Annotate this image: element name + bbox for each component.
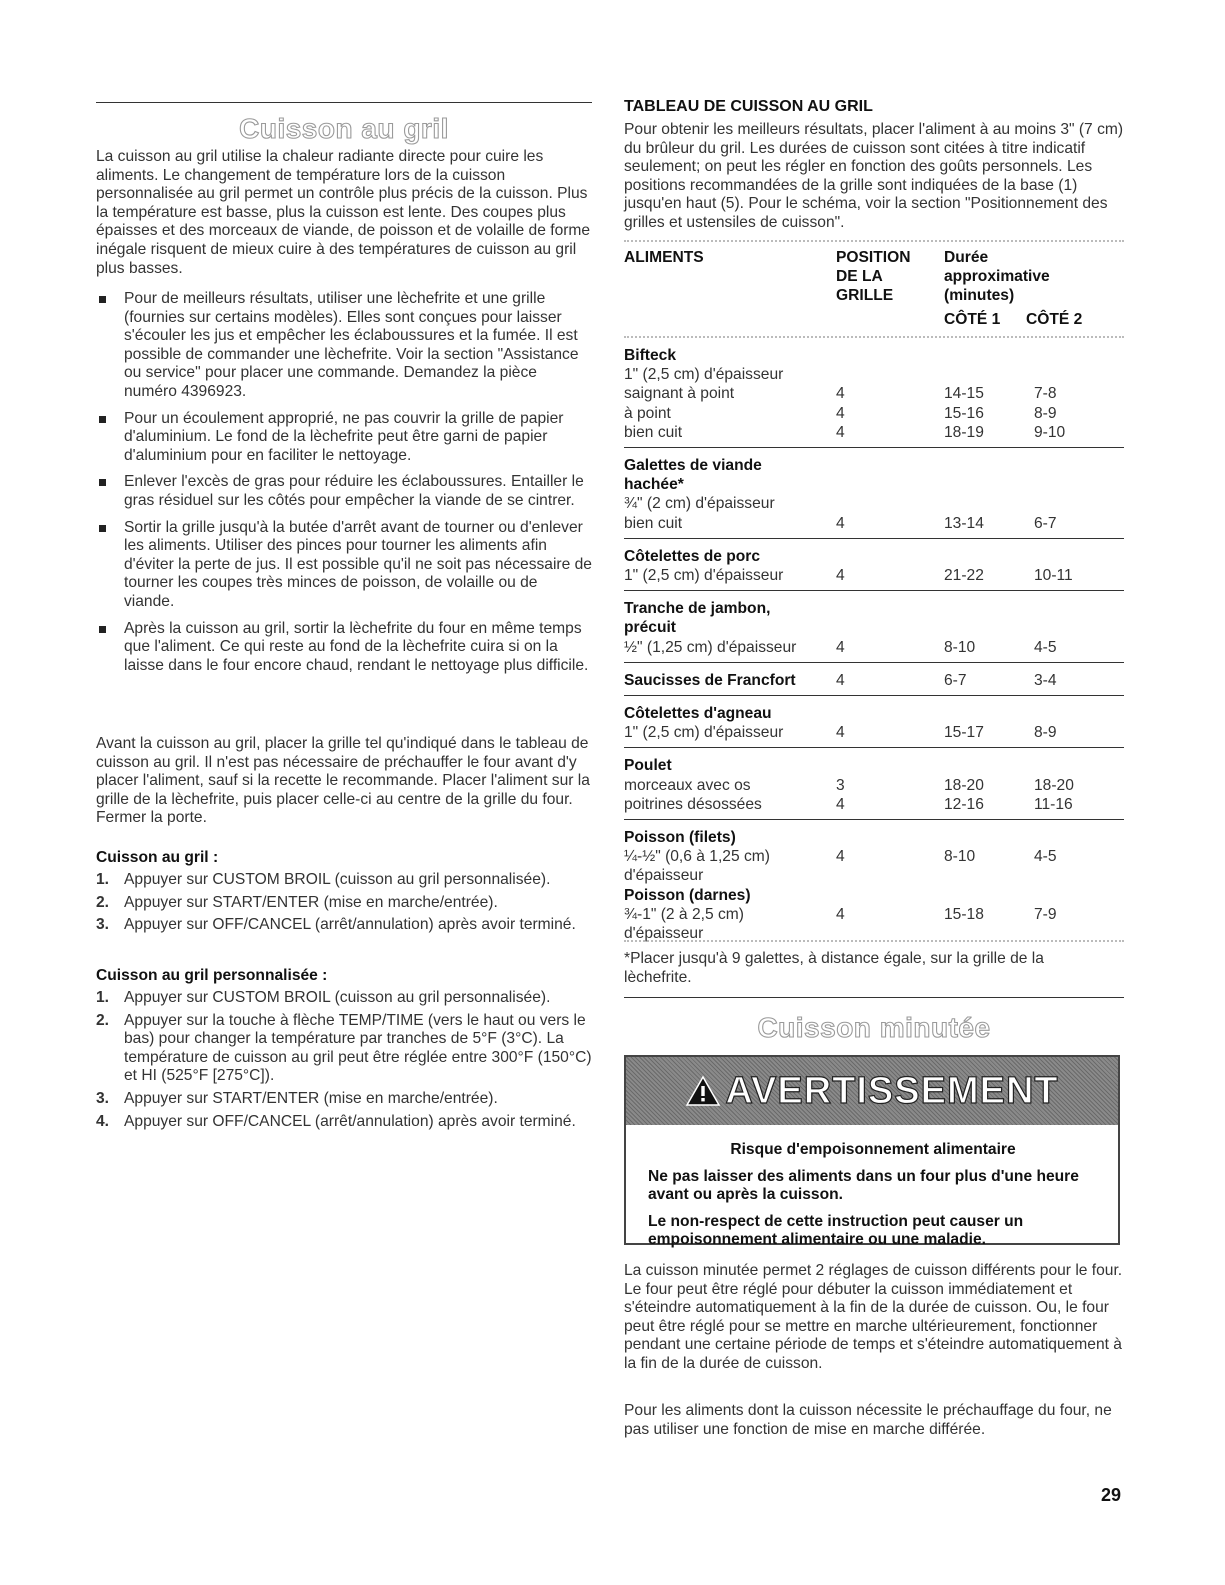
table-row: [624, 671, 1124, 690]
food-detail: 1" (2,5 cm) d'épaisseur: [624, 567, 784, 584]
row-divider: [624, 447, 1124, 448]
header-duree: [944, 248, 1050, 305]
side2-time-cell: 8-9: [1034, 724, 1057, 742]
side2-time-cell: 6-7: [1034, 514, 1057, 532]
side1-time-cell: 15-17: [944, 724, 984, 742]
top-rule: [96, 102, 592, 103]
step-number: 1.: [96, 989, 110, 1006]
timed-para-2: Pour les aliments dont la cuisson nécessite le préchauffage du four, ne pas utiliser une fonction de mise en marche différée.: [624, 1402, 1112, 1438]
list-item: [96, 1090, 592, 1109]
warning-box: [624, 1055, 1120, 1249]
side1-time-cell: 18-19: [944, 423, 984, 441]
broil-steps-heading: Cuisson au gril :: [96, 849, 219, 866]
side2-time-cell: 3-4: [1034, 671, 1057, 689]
side2-time-cell: 9-10: [1034, 423, 1066, 441]
rack-position-cell: 4: [836, 514, 845, 532]
row-divider: [624, 747, 1124, 748]
broil-steps-list: [96, 871, 592, 935]
food-name: Poisson (darnes): [624, 886, 751, 904]
custom-broil-heading: Cuisson au gril personnalisée :: [96, 967, 328, 984]
step-number: 4.: [96, 1112, 110, 1130]
side1-time-cell: 14-15: [944, 385, 984, 403]
warning-line: Le non-respect de cette instruction peut causer un empoisonnement alimentaire ou une maladie.: [648, 1212, 1024, 1249]
list-item: [96, 1113, 592, 1132]
step-text: Appuyer sur CUSTOM BROIL (cuisson au gril personnalisée).: [124, 989, 551, 1006]
timed-para-1: La cuisson minutée permet 2 réglages de cuisson différents pour le four. Le four peut être réglé pour débuter la cuisson immédiatement et s'éteindre automatiquement à la fin de la durée de cuisson. Ou, le four peut être réglé pour se mettre en marche ultérieurement, fonctionner pendant une certaine période de temps et s'éteindre automatiquement à la fin de la durée de cuisson.: [624, 1262, 1123, 1372]
step-text: Appuyer sur CUSTOM BROIL (cuisson au gril personnalisée).: [124, 871, 551, 888]
table-bottom-border: [624, 940, 1124, 942]
side1-time-cell: 8-10: [944, 638, 976, 656]
table-row: [624, 475, 1124, 494]
food-detail: d'épaisseur: [624, 925, 704, 942]
step-text: Appuyer sur START/ENTER (mise en marche/entrée).: [124, 1089, 498, 1107]
list-item: Pour un écoulement approprié, ne pas couvrir la grille de papier d'aluminium. Le fond de la lèchefrite peut être garni de papier d'aluminium pour en faciliter le nettoyage.: [96, 410, 592, 466]
table-row: [624, 638, 1124, 657]
header-line: GRILLE: [836, 287, 894, 304]
food-detail: d'épaisseur: [624, 867, 704, 885]
table-row: [624, 514, 1124, 533]
header-line: DE LA: [836, 268, 883, 285]
food-detail: saignant à point: [624, 385, 735, 403]
table-row: [624, 547, 1124, 566]
list-item: Après la cuisson au gril, sortir la lèchefrite du four en même temps que l'aliment. Ce qui reste au fond de la lèchefrite cuira si on la laisse dans le four encore chaud, rendant le nettoyage plus difficile.: [96, 620, 592, 676]
header-bottom-border: [624, 336, 1124, 338]
table-row: [624, 828, 1124, 847]
broil-chart-intro: Pour obtenir les meilleurs résultats, placer l'aliment à au moins 3" (7 cm) du brûleur du gril. Les durées de cuisson sont citées à titre indicatif seulement; on peut les régler en fonction des goûts personnels. Les positions recommandées de la grille sont indiquées de la base (1) jusqu'en haut (5). Pour le schéma, voir la section "Positionnement des grilles et ustensiles de cuisson".: [624, 121, 1124, 231]
list-item: Pour de meilleurs résultats, utiliser une lèchefrite et une grille (fournies sur certains modèles). Elles sont conçues pour laisser s'écouler les jus et empêcher les éclaboussures et la fumée. Il est possible de commander une lèchefrite. Voir la section "Assistance ou service" pour placer une commande. Demandez la pièce numéro 4396923.: [96, 290, 592, 402]
page-number: 29: [1100, 1485, 1121, 1505]
header-line: Durée: [944, 249, 989, 266]
food-name: hachée*: [624, 476, 684, 494]
row-divider: [624, 590, 1124, 591]
warning-heading: Risque d'empoisonnement alimentaire: [730, 1141, 1016, 1158]
rack-position-cell: 4: [836, 638, 845, 656]
food-name: Côtelettes de porc: [624, 547, 761, 565]
food-name: précuit: [624, 619, 676, 637]
step-text: Appuyer sur la touche à flèche TEMP/TIME (vers le haut ou vers le bas) pour changer la température par tranches de 5°F (3°C). La température de cuisson au gril peut être réglée entre 300°F (150°C) et HI (525°F [275°C]).: [124, 1011, 592, 1085]
custom-broil-steps-list: [96, 989, 592, 1131]
table-footnote: *Placer jusqu'à 9 galettes, à distance égale, sur la grille de la lèchefrite.: [624, 950, 1044, 986]
food-detail: ½" (1,25 cm) d'épaisseur: [624, 638, 797, 656]
warning-triangle-icon: [685, 1075, 721, 1107]
timed-section-title: Cuisson minutée: [757, 1012, 991, 1043]
side1-time-cell: 12-16: [944, 795, 984, 813]
table-row: [624, 456, 1124, 475]
side2-time-cell: 8-9: [1034, 404, 1057, 422]
side1-time-cell: 13-14: [944, 514, 984, 532]
table-row: [624, 866, 1124, 885]
food-name: Côtelettes d'agneau: [624, 705, 772, 722]
rack-position-cell: 4: [836, 567, 845, 584]
side2-time-cell: 11-16: [1034, 795, 1073, 813]
step-number: 3.: [96, 1089, 110, 1107]
side2-time-cell: 7-8: [1034, 385, 1057, 403]
row-divider: [624, 662, 1124, 663]
list-item: [96, 1012, 592, 1086]
step-text: Appuyer sur OFF/CANCEL (arrêt/annulation) après avoir terminé.: [124, 916, 576, 934]
broil-intro: La cuisson au gril utilise la chaleur radiante directe pour cuire les aliments. Le changement de température lors de la cuisson personnalisée au gril permet un contrôle plus précis de la cuisson. Plus la température est basse, plus la cuisson est lente. Des coupes plus épaisses et des morceaux de viande, de poisson et de volaille de forme inégale risquent de mieux cuire à des températures de cuisson au gril plus basses.: [96, 148, 591, 277]
step-number: 1.: [96, 871, 110, 888]
table-row: [624, 776, 1124, 795]
rack-position-cell: 4: [836, 905, 845, 923]
table-row: [624, 905, 1124, 924]
step-text: Appuyer sur OFF/CANCEL (arrêt/annulation) après avoir terminé.: [124, 1112, 576, 1130]
side2-time-cell: 7-9: [1034, 905, 1057, 923]
food-detail: ¾-1" (2 à 2,5 cm): [624, 905, 744, 923]
rack-position-cell: 4: [836, 671, 845, 689]
rack-position-cell: 4: [836, 423, 845, 441]
table-top-border: [624, 240, 1124, 242]
list-item: Enlever l'excès de gras pour réduire les éclaboussures. Entailler le gras résiduel sur les côtés pour empêcher la viande de se cintrer.: [96, 473, 592, 510]
side1-time-cell: 6-7: [944, 671, 967, 689]
list-item: [96, 894, 592, 913]
food-detail: bien cuit: [624, 514, 683, 532]
row-divider: [624, 695, 1124, 696]
table-row: [624, 723, 1124, 742]
food-detail: poitrines désossées: [624, 795, 762, 813]
rack-position-cell: 3: [836, 776, 845, 794]
side1-time-cell: 18-20: [944, 776, 984, 794]
food-detail: à point: [624, 404, 671, 422]
food-detail: ¾" (2 cm) d'épaisseur: [624, 495, 775, 513]
broil-tips-list: [96, 290, 592, 683]
food-name: Tranche de jambon,: [624, 600, 771, 618]
table-row: [624, 756, 1124, 775]
header-line: (minutes): [944, 287, 1015, 304]
side2-time-cell: 10-11: [1034, 567, 1073, 584]
food-detail: morceaux avec os: [624, 776, 751, 794]
table-row: [624, 599, 1124, 618]
row-divider: [624, 538, 1124, 539]
warning-body: [648, 1141, 1098, 1258]
side1-time-cell: 15-18: [944, 905, 984, 923]
side2-time-cell: 18-20: [1034, 776, 1074, 794]
side1-time-cell: 8-10: [944, 848, 976, 866]
table-row: [624, 566, 1124, 585]
header-position: [836, 248, 911, 305]
table-row: [624, 618, 1124, 637]
broil-chart-title: TABLEAU DE CUISSON AU GRIL: [624, 98, 873, 115]
table-row: [624, 384, 1124, 403]
food-name: Poisson (filets): [624, 829, 736, 846]
side1-time-cell: 15-16: [944, 404, 984, 422]
row-divider: [624, 819, 1124, 820]
header-cote1: CÔTÉ 1: [944, 311, 1001, 328]
warning-banner-text: AVERTISSEMENT: [725, 1069, 1059, 1112]
rack-position-cell: 4: [836, 385, 845, 403]
warning-banner: [626, 1057, 1118, 1125]
table-row: [624, 704, 1124, 723]
table-row: [624, 886, 1124, 905]
section-divider: [624, 997, 1124, 998]
food-name: Galettes de viande: [624, 457, 762, 474]
step-text: Appuyer sur START/ENTER (mise en marche/entrée).: [124, 893, 498, 911]
warning-line: Ne pas laisser des aliments dans un four plus d'une heure avant ou après la cuisson.: [648, 1167, 1079, 1204]
table-row: [624, 847, 1124, 866]
list-item: Sortir la grille jusqu'à la butée d'arrêt avant de tourner ou d'enlever les aliments. Utiliser des pinces pour tourner les aliments afin d'éviter la perte de jus. Il est possible qu'il ne soit pas nécessaire de tourner les coupes très minces de poisson, de volaille ou de viande.: [96, 519, 592, 612]
rack-position-cell: 4: [836, 848, 845, 866]
food-detail: bien cuit: [624, 423, 683, 441]
custom-broil-block: [96, 967, 592, 1135]
food-detail: ¼-½" (0,6 à 1,25 cm): [624, 848, 770, 866]
food-name: Bifteck: [624, 347, 676, 364]
side1-time-cell: 21-22: [944, 567, 984, 584]
step-number: 2.: [96, 893, 110, 911]
header-line: approximative: [944, 268, 1050, 285]
header-cote2: CÔTÉ 2: [1026, 311, 1083, 328]
broil-steps-block: [96, 849, 592, 939]
list-item: [96, 916, 592, 935]
broil-section-title: Cuisson au gril: [239, 113, 449, 144]
food-name: Saucisses de Francfort: [624, 671, 796, 689]
table-row: [624, 494, 1124, 513]
table-row: [624, 423, 1124, 442]
side2-time-cell: 4-5: [1034, 848, 1057, 866]
table-row: [624, 346, 1124, 365]
rack-position-cell: 4: [836, 404, 845, 422]
step-number: 2.: [96, 1011, 110, 1029]
rack-position-cell: 4: [836, 795, 845, 813]
side2-time-cell: 4-5: [1034, 638, 1057, 656]
header-aliments: ALIMENTS: [624, 249, 704, 266]
rack-position-cell: 4: [836, 724, 845, 742]
food-detail: 1" (2,5 cm) d'épaisseur: [624, 366, 784, 384]
food-detail: 1" (2,5 cm) d'épaisseur: [624, 724, 784, 742]
table-row: [624, 795, 1124, 814]
table-row: [624, 404, 1124, 423]
list-item: [96, 989, 592, 1008]
list-item: [96, 871, 592, 890]
broil-instructions-para: Avant la cuisson au gril, placer la grille tel qu'indiqué dans le tableau de cuisson au gril. Il n'est pas nécessaire de préchauffer le four avant d'y placer l'aliment, sauf si la recette le recommande. Placer l'aliment sur la grille de la lèchefrite, puis placer celle-ci au centre de la grille du four. Fermer la porte.: [96, 735, 590, 827]
step-number: 3.: [96, 916, 110, 934]
food-name: Poulet: [624, 757, 672, 775]
header-line: POSITION: [836, 249, 911, 266]
table-row: [624, 365, 1124, 384]
